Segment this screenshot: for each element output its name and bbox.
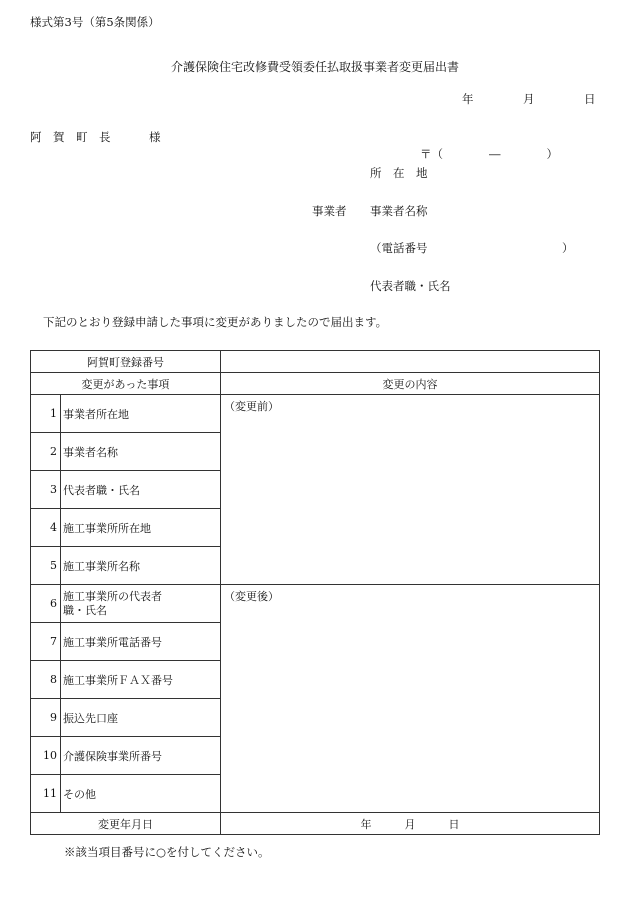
change-date-field[interactable]: 年 月 日 <box>221 813 600 835</box>
item-label: 施工事業所ＦＡＸ番号 <box>61 661 221 699</box>
intro-text: 下記のとおり登録申請した事項に変更がありましたので届出ます。 <box>43 315 388 329</box>
item-label: 施工事業所名称 <box>61 547 221 585</box>
business-name-label: 事業者名称 <box>370 204 428 218</box>
item-label: 振込先口座 <box>61 699 221 737</box>
date-year-label: 年 <box>462 92 474 106</box>
after-change-field[interactable] <box>221 585 600 813</box>
after-change-label: （変更後） <box>224 590 279 603</box>
business-role-label: 事業者 <box>312 204 347 218</box>
change-report-table <box>30 350 600 835</box>
item-number[interactable]: 8 <box>31 661 61 699</box>
registration-number-field[interactable] <box>221 351 600 373</box>
change-content-header: 変更の内容 <box>221 373 600 395</box>
date-day-label: 日 <box>584 92 596 106</box>
item-label: 施工事業所電話番号 <box>61 623 221 661</box>
phone-label: （電話番号 <box>370 241 428 255</box>
item-number[interactable]: 6 <box>31 585 61 623</box>
item-number[interactable]: 5 <box>31 547 61 585</box>
item-number[interactable]: 9 <box>31 699 61 737</box>
address-label: 所 在 地 <box>370 166 428 180</box>
item-label: 代表者職・氏名 <box>61 471 221 509</box>
item-label: 事業者所在地 <box>61 395 221 433</box>
change-date-label: 変更年月日 <box>31 813 221 835</box>
changed-items-header: 変更があった事項 <box>31 373 221 395</box>
postal-code-field: 〒（ ― ） <box>420 147 558 161</box>
table-row <box>31 585 600 623</box>
item-label: その他 <box>61 775 221 813</box>
addressee-honorific: 様 <box>149 130 161 144</box>
item-label: 介護保険事業所番号 <box>61 737 221 775</box>
item-label: 事業者名称 <box>61 433 221 471</box>
before-change-field[interactable] <box>221 395 600 585</box>
form-number: 様式第3号（第5条関係） <box>30 15 160 29</box>
addressee-name: 阿 賀 町 長 <box>30 130 111 144</box>
item-label <box>61 585 221 623</box>
item-number[interactable]: 11 <box>31 775 61 813</box>
document-title: 介護保険住宅改修費受領委任払取扱事業者変更届出書 <box>170 60 459 74</box>
item-number[interactable]: 10 <box>31 737 61 775</box>
item-number[interactable]: 3 <box>31 471 61 509</box>
table-row <box>31 395 600 433</box>
footnote: ※該当項目番号に○を付してください。 <box>64 845 270 859</box>
registration-number-label: 阿賀町登録番号 <box>31 351 221 373</box>
item-number[interactable]: 2 <box>31 433 61 471</box>
item-number[interactable]: 1 <box>31 395 61 433</box>
item-number[interactable]: 7 <box>31 623 61 661</box>
item-label-line2: 職・氏名 <box>63 603 107 617</box>
item-number[interactable]: 4 <box>31 509 61 547</box>
representative-label: 代表者職・氏名 <box>370 279 451 293</box>
date-month-label: 月 <box>523 92 535 106</box>
phone-close-paren: ） <box>562 241 574 255</box>
item-label: 施工事業所所在地 <box>61 509 221 547</box>
before-change-label: （変更前） <box>224 400 279 413</box>
item-label-line1: 施工事業所の代表者 <box>63 589 162 603</box>
